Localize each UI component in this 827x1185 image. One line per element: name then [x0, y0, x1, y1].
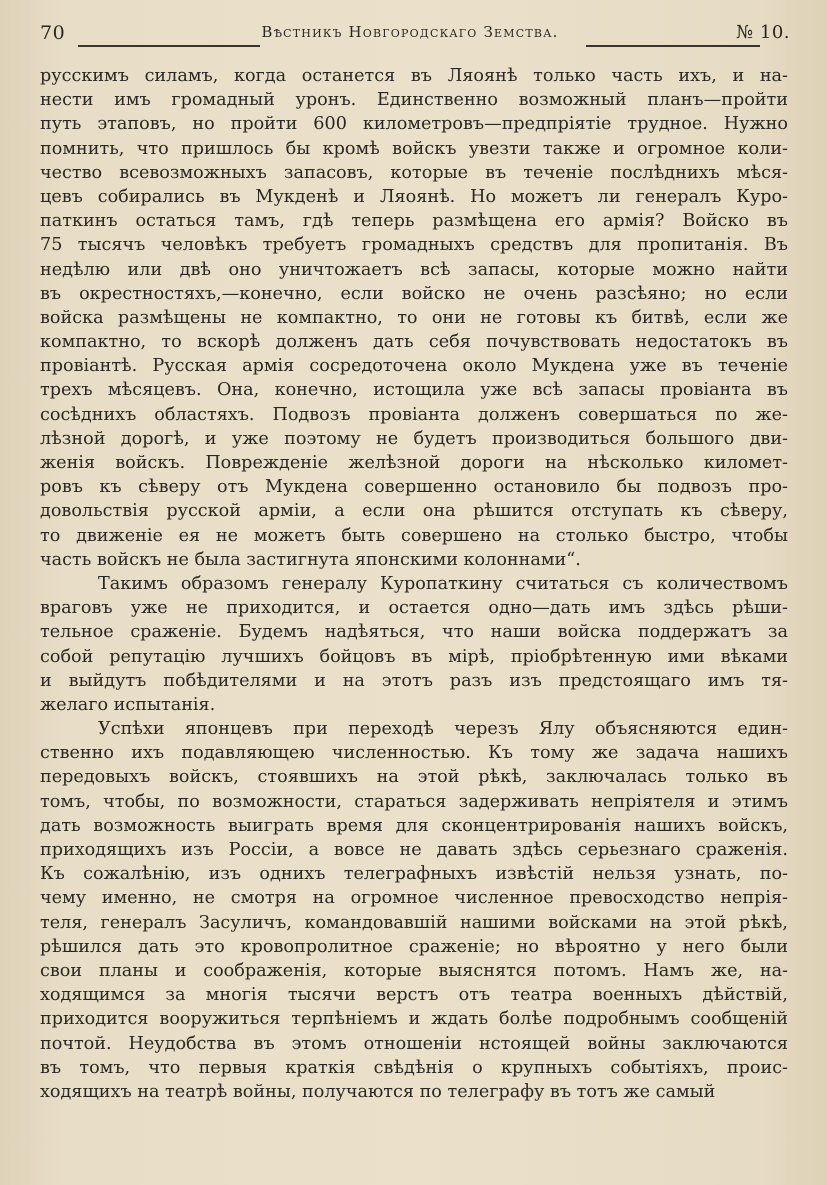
text-line: компактно, то вскорѣ долженъ дать себя почувствовать недостатокъ въ	[40, 332, 788, 353]
text-line: свои планы и соображенія, которые выяснятся потомъ. Намъ же, на-	[40, 960, 788, 981]
text-line: русскимъ силамъ, когда останется въ Ляоянѣ только часть ихъ, и на-	[40, 66, 788, 86]
text-line: Къ сожалѣнію, изъ однихъ телеграфныхъ извѣстій нельзя узнать, по-	[40, 864, 788, 885]
text-line: почтой. Неудобства въ этомъ отношеніи нстоящей войны заключаются	[40, 1033, 788, 1054]
page-number: 70	[40, 22, 66, 44]
header-rule-right	[586, 45, 760, 47]
paragraph	[40, 717, 788, 1104]
text-line: довольствія русской арміи, а если она рѣшится отступать къ сѣверу,	[40, 501, 788, 522]
text-line: женія войскъ. Поврежденіе желѣзной дороги на нѣсколько километ-	[40, 453, 788, 473]
text-line: томъ, чтобы, по возможности, стараться задерживать непріятеля и этимъ	[40, 791, 788, 812]
text-line: трехъ мѣсяцевъ. Она, конечно, истощила уже всѣ запасы провіанта въ	[40, 380, 788, 401]
text-line: помнить, что пришлось бы кромѣ войскъ увезти также и огромное коли-	[40, 138, 788, 159]
text-line: собой репутацію лучшихъ бойцовъ въ мірѣ, пріобрѣтенную ими вѣками	[40, 646, 788, 667]
body-text	[40, 64, 788, 1104]
running-header	[40, 18, 792, 48]
text-line: паткинъ остаться тамъ, гдѣ теперь размѣщена его армія? Войско въ	[40, 211, 788, 232]
text-line: ходящимся за многія тысячи верстъ отъ театра военныхъ дѣйствій,	[40, 985, 788, 1006]
text-line: приходится вооружиться терпѣніемъ и ждать болѣе подробнымъ сообщеній	[40, 1009, 788, 1030]
text-line: цевъ собирались въ Мукденѣ и Ляоянѣ. Но можетъ ли генералъ Куро-	[40, 186, 788, 207]
text-line: приходящихъ изъ Россіи, а вовсе не давать здѣсь серьезнаго сраженія.	[40, 840, 788, 860]
text-line: въ окрестностяхъ,—конечно, если войско не очень разсѣяно; но если	[40, 283, 788, 304]
text-line: желаго испытанія.	[40, 694, 216, 715]
text-line: чему именно, не смотря на огромное численное превосходство непрія-	[40, 888, 788, 909]
paragraph	[40, 572, 788, 717]
issue-number: № 10.	[736, 22, 790, 43]
text-line: ровъ къ сѣверу отъ Мукдена совершенно остановило бы подвозъ про-	[40, 477, 788, 498]
text-line: Успѣхи японцевъ при переходѣ черезъ Ялу объясняются един-	[98, 719, 788, 740]
text-line: враговъ уже не приходится, и остается одно—дать имъ здѣсь рѣши-	[40, 598, 788, 619]
text-line: 75 тысячъ человѣкъ требуетъ громадныхъ средствъ для пропитанія. Въ	[40, 235, 788, 256]
header-rule-left	[78, 45, 260, 47]
text-line: дать возможность выиграть время для сконцентрированія нашихъ войскъ,	[40, 815, 788, 836]
text-line: то движеніе ея не можетъ быть совершено на столько быстро, чтобы	[40, 525, 788, 546]
text-line: провіантѣ. Русская армія сосредоточена около Мукдена уже въ теченіе	[40, 356, 788, 377]
text-line: путь этаповъ, но пройти 600 километровъ—предпріятіе трудное. Нужно	[40, 114, 788, 135]
text-line: Такимъ образомъ генералу Куропаткину считаться съ количествомъ	[98, 573, 788, 594]
text-line: нести имъ громадный уронъ. Единственно возможный планъ—пройти	[40, 90, 788, 111]
text-line: ственно ихъ подавляющею численностью. Къ тому же задача нашихъ	[40, 743, 788, 764]
text-line: недѣлю или двѣ оно уничтожаетъ всѣ запасы, которые можно найти	[40, 259, 788, 280]
text-line: рѣшился дать это кровопролитное сраженіе; но вѣроятно у него были	[40, 936, 788, 957]
text-line: ходящихъ на театрѣ войны, получаются по телеграфу въ тотъ же самый	[40, 1081, 716, 1102]
text-line: лѣзной дорогѣ, и уже поэтому не будетъ производиться большого дви-	[40, 428, 788, 449]
text-line: войска размѣщены не компактно, то они не готовы къ битвѣ, если же	[40, 307, 788, 328]
text-line: въ томъ, что первыя краткія свѣдѣнія о крупныхъ событіяхъ, проис-	[40, 1057, 788, 1078]
text-line: сосѣднихъ областяхъ. Подвозъ провіанта долженъ совершаться по же-	[40, 404, 788, 425]
text-line: и выйдутъ побѣдителями и на этотъ разъ изъ предстоящаго имъ тя-	[40, 670, 788, 691]
text-line: часть войскъ не была застигнута японскими колоннами“.	[40, 549, 581, 570]
text-line: передовыхъ войскъ, стоявшихъ на этой рѣкѣ, заключалась только въ	[40, 767, 788, 788]
paragraph	[40, 64, 788, 572]
running-title: Вѣстникъ Новгородскаго Земства.	[261, 23, 559, 41]
text-line: тельное сраженіе. Будемъ надѣяться, что наши войска поддержатъ за	[40, 622, 788, 643]
text-line: теля, генералъ Засуличъ, командовавшій нашими войсками на этой рѣкѣ,	[40, 912, 788, 933]
text-line: чество всевозможныхъ запасовъ, которые въ теченіе послѣднихъ мѣся-	[40, 162, 788, 183]
